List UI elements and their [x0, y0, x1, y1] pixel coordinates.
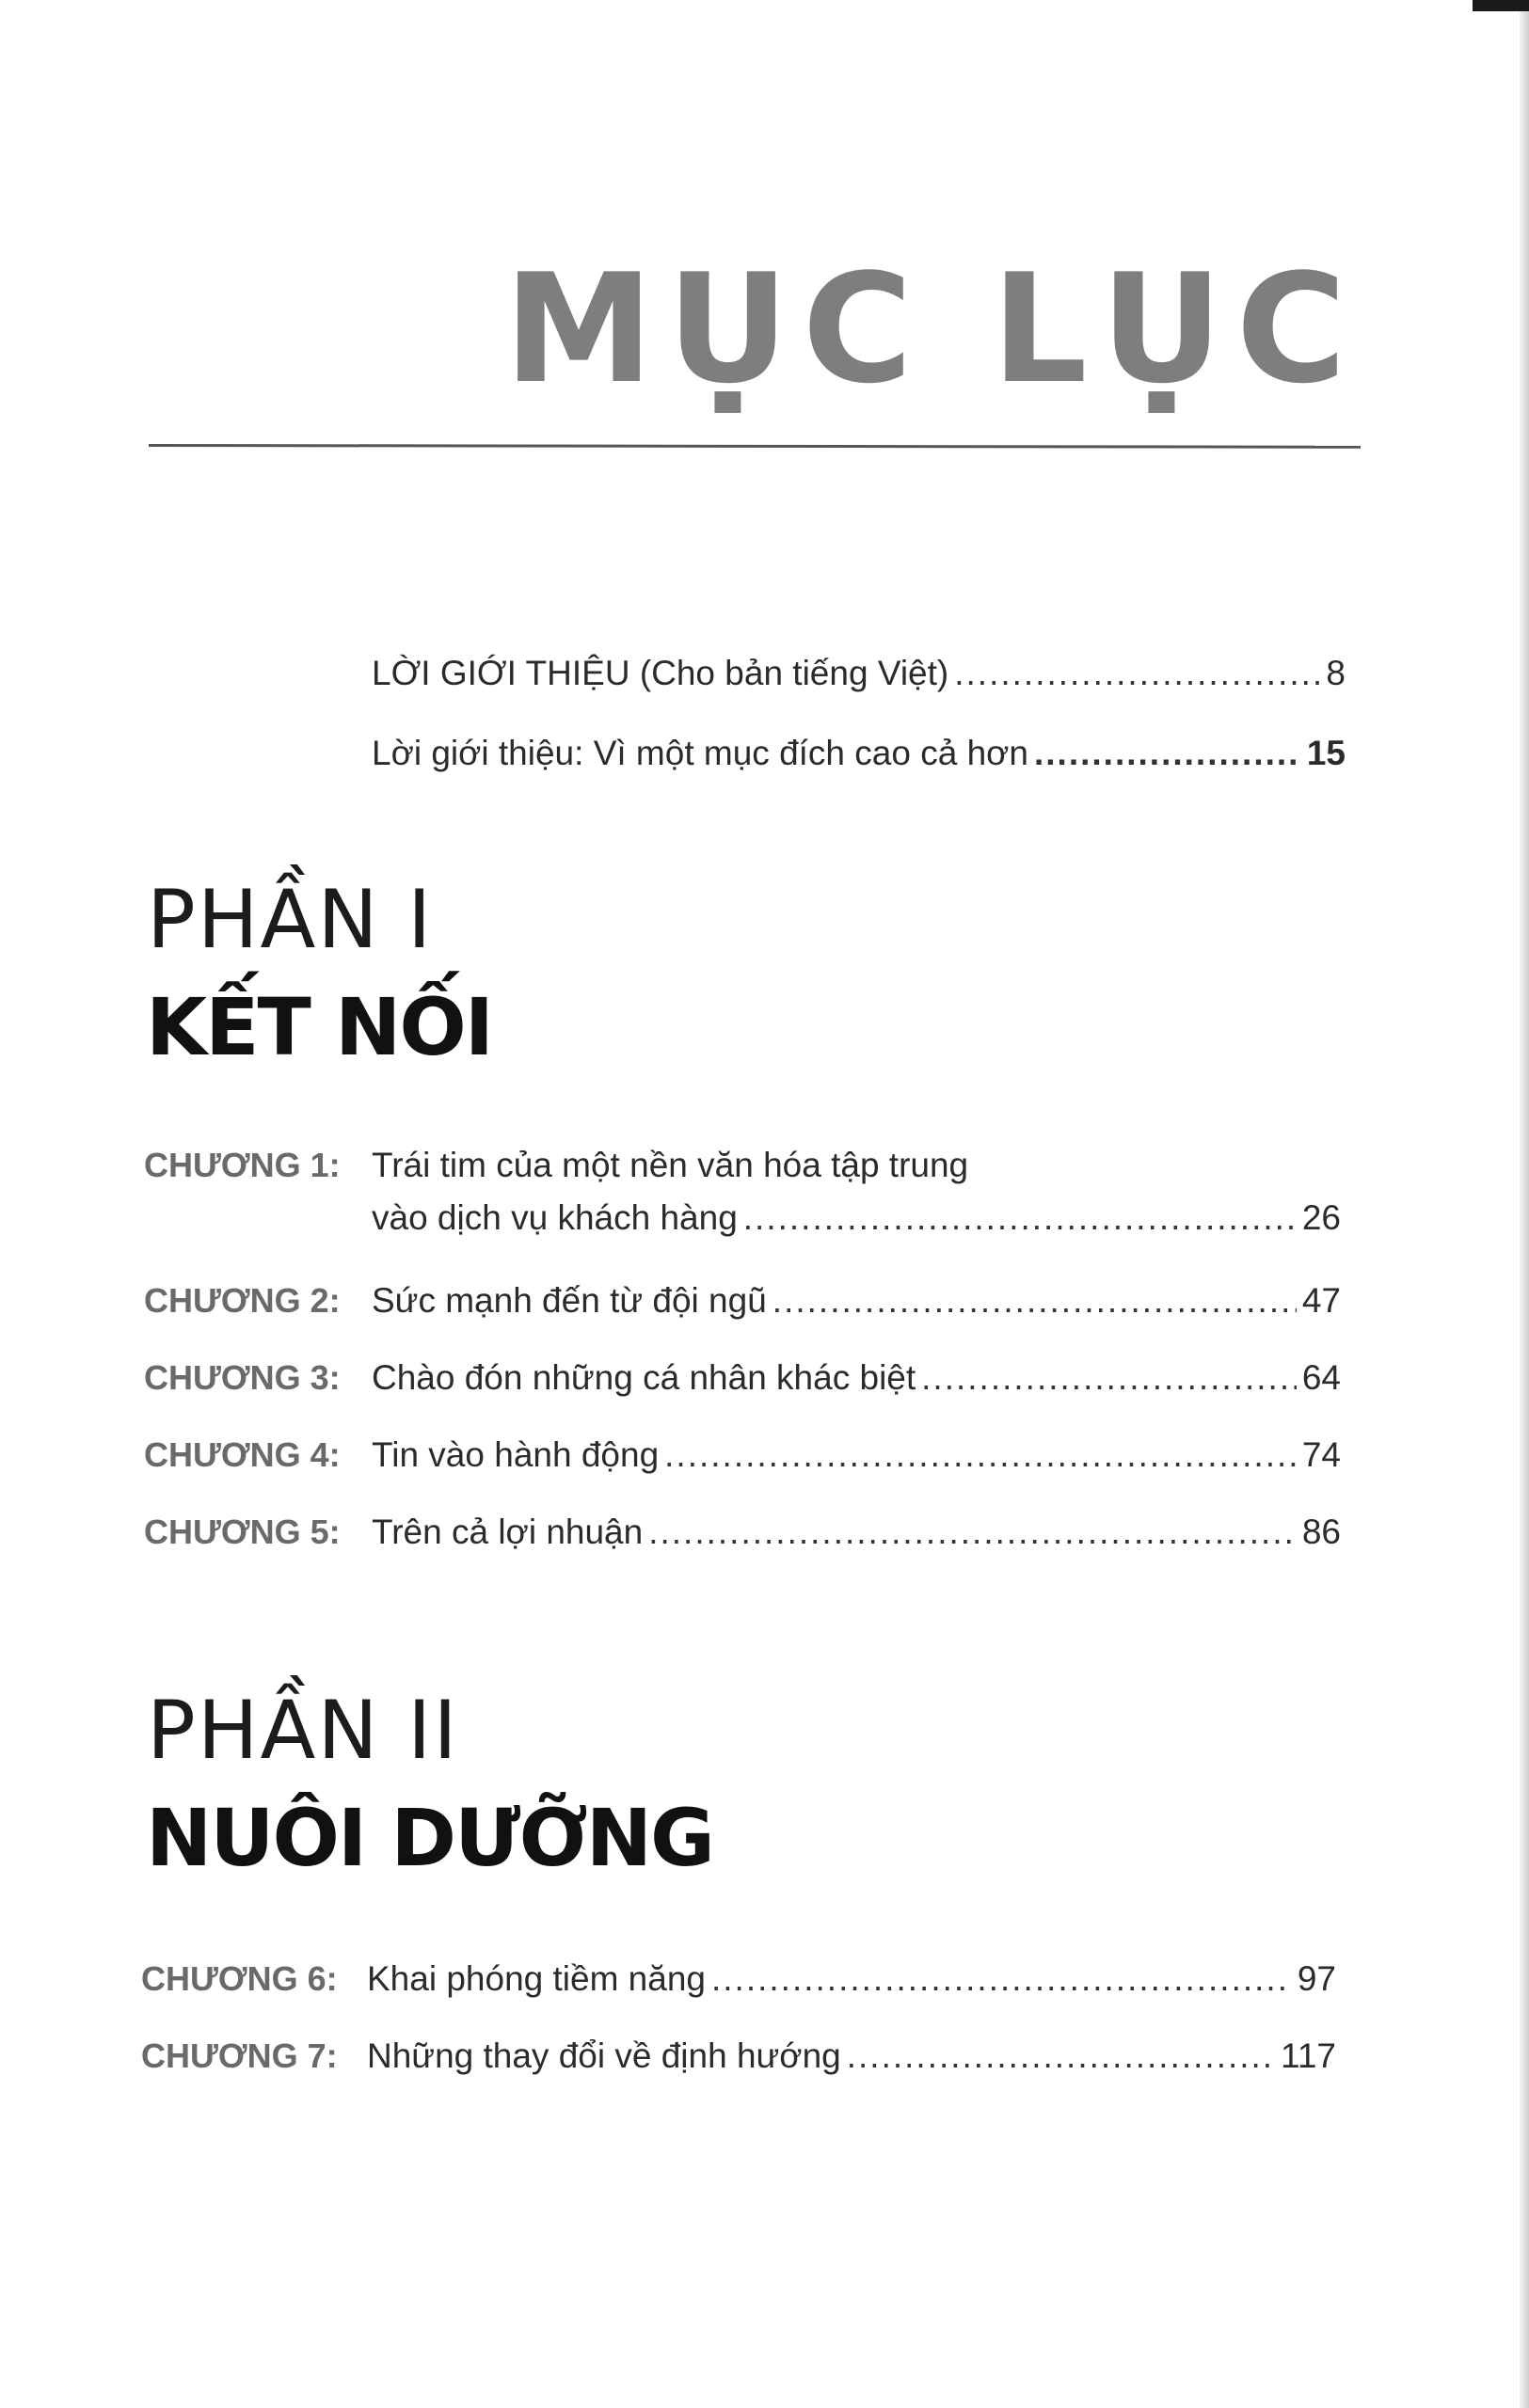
part-1-label: PHẦN I [147, 873, 434, 967]
toc-entry-title: Tin vào hành động [372, 1435, 660, 1474]
dot-leader [711, 1959, 1292, 1999]
chapter-2-label: CHƯƠNG 2: [144, 1281, 341, 1320]
dot-leader [648, 1513, 1297, 1552]
toc-entry-title: Trên cả lợi nhuận [372, 1513, 644, 1551]
toc-entry-row [372, 1198, 1341, 1238]
dot-leader [1034, 734, 1301, 773]
toc-entry-page: 117 [1281, 2036, 1336, 2075]
chapter-5-label: CHƯƠNG 5: [144, 1513, 341, 1551]
chapter-7-label: CHƯƠNG 7: [141, 2036, 338, 2075]
toc-entry-title: Sức mạnh đến từ đội ngũ [372, 1281, 767, 1320]
toc-entry-chapter-2[interactable] [372, 1281, 1341, 1321]
chapter-4-label: CHƯƠNG 4: [144, 1435, 341, 1474]
toc-entry-title: vào dịch vụ khách hàng [372, 1198, 738, 1237]
toc-entry-chapter-1[interactable] [372, 1146, 1341, 1238]
part-1-title: KẾT NỐI [146, 981, 492, 1073]
page-title: MỤC LỤC [503, 241, 1360, 417]
toc-entry-chapter-6[interactable] [367, 1959, 1336, 1999]
title-divider [149, 444, 1361, 449]
toc-entry-page: 86 [1301, 1513, 1341, 1551]
toc-entry-page: 15 [1306, 734, 1346, 772]
toc-entry-chapter-3[interactable] [372, 1358, 1341, 1398]
dot-leader [921, 1358, 1297, 1398]
dot-leader [847, 2036, 1275, 2076]
toc-entry-title-line1: Trái tim của một nền văn hóa tập trung [372, 1146, 969, 1184]
toc-entry-page: 74 [1301, 1435, 1341, 1474]
dot-leader [772, 1281, 1297, 1321]
toc-entry-page: 64 [1301, 1358, 1341, 1397]
chapter-6-label: CHƯƠNG 6: [141, 1959, 338, 1998]
dot-leader [664, 1435, 1297, 1475]
part-2-label: PHẦN II [147, 1684, 459, 1778]
toc-entry-chapter-5[interactable] [372, 1513, 1341, 1552]
toc-entry-title: Những thay đổi về định hướng [367, 2036, 841, 2075]
chapter-1-label: CHƯƠNG 1: [144, 1146, 341, 1184]
toc-entry-intro-vn[interactable] [372, 654, 1346, 693]
toc-entry-chapter-7[interactable] [367, 2036, 1336, 2076]
chapter-3-label: CHƯƠNG 3: [144, 1358, 341, 1397]
dot-leader [954, 654, 1320, 693]
toc-entry-title: Chào đón những cá nhân khác biệt [372, 1358, 916, 1397]
dot-leader [743, 1198, 1297, 1238]
toc-entry-title: Khai phóng tiềm năng [367, 1959, 706, 1998]
toc-entry-page: 8 [1326, 654, 1346, 692]
toc-entry-title: LỜI GIỚI THIỆU (Cho bản tiếng Việt) [372, 654, 949, 692]
part-2-title: NUÔI DƯỠNG [146, 1792, 713, 1884]
toc-entry-page: 47 [1301, 1281, 1341, 1320]
toc-entry-page: 97 [1297, 1959, 1336, 1998]
toc-entry-chapter-4[interactable] [372, 1435, 1341, 1475]
toc-entry-page: 26 [1301, 1198, 1341, 1237]
toc-entry-intro[interactable] [372, 734, 1346, 773]
page-edge-mark [1473, 0, 1529, 11]
toc-entry-title: Lời giới thiệu: Vì một mục đích cao cả hơn [372, 734, 1028, 772]
page-edge [1520, 0, 1529, 2408]
